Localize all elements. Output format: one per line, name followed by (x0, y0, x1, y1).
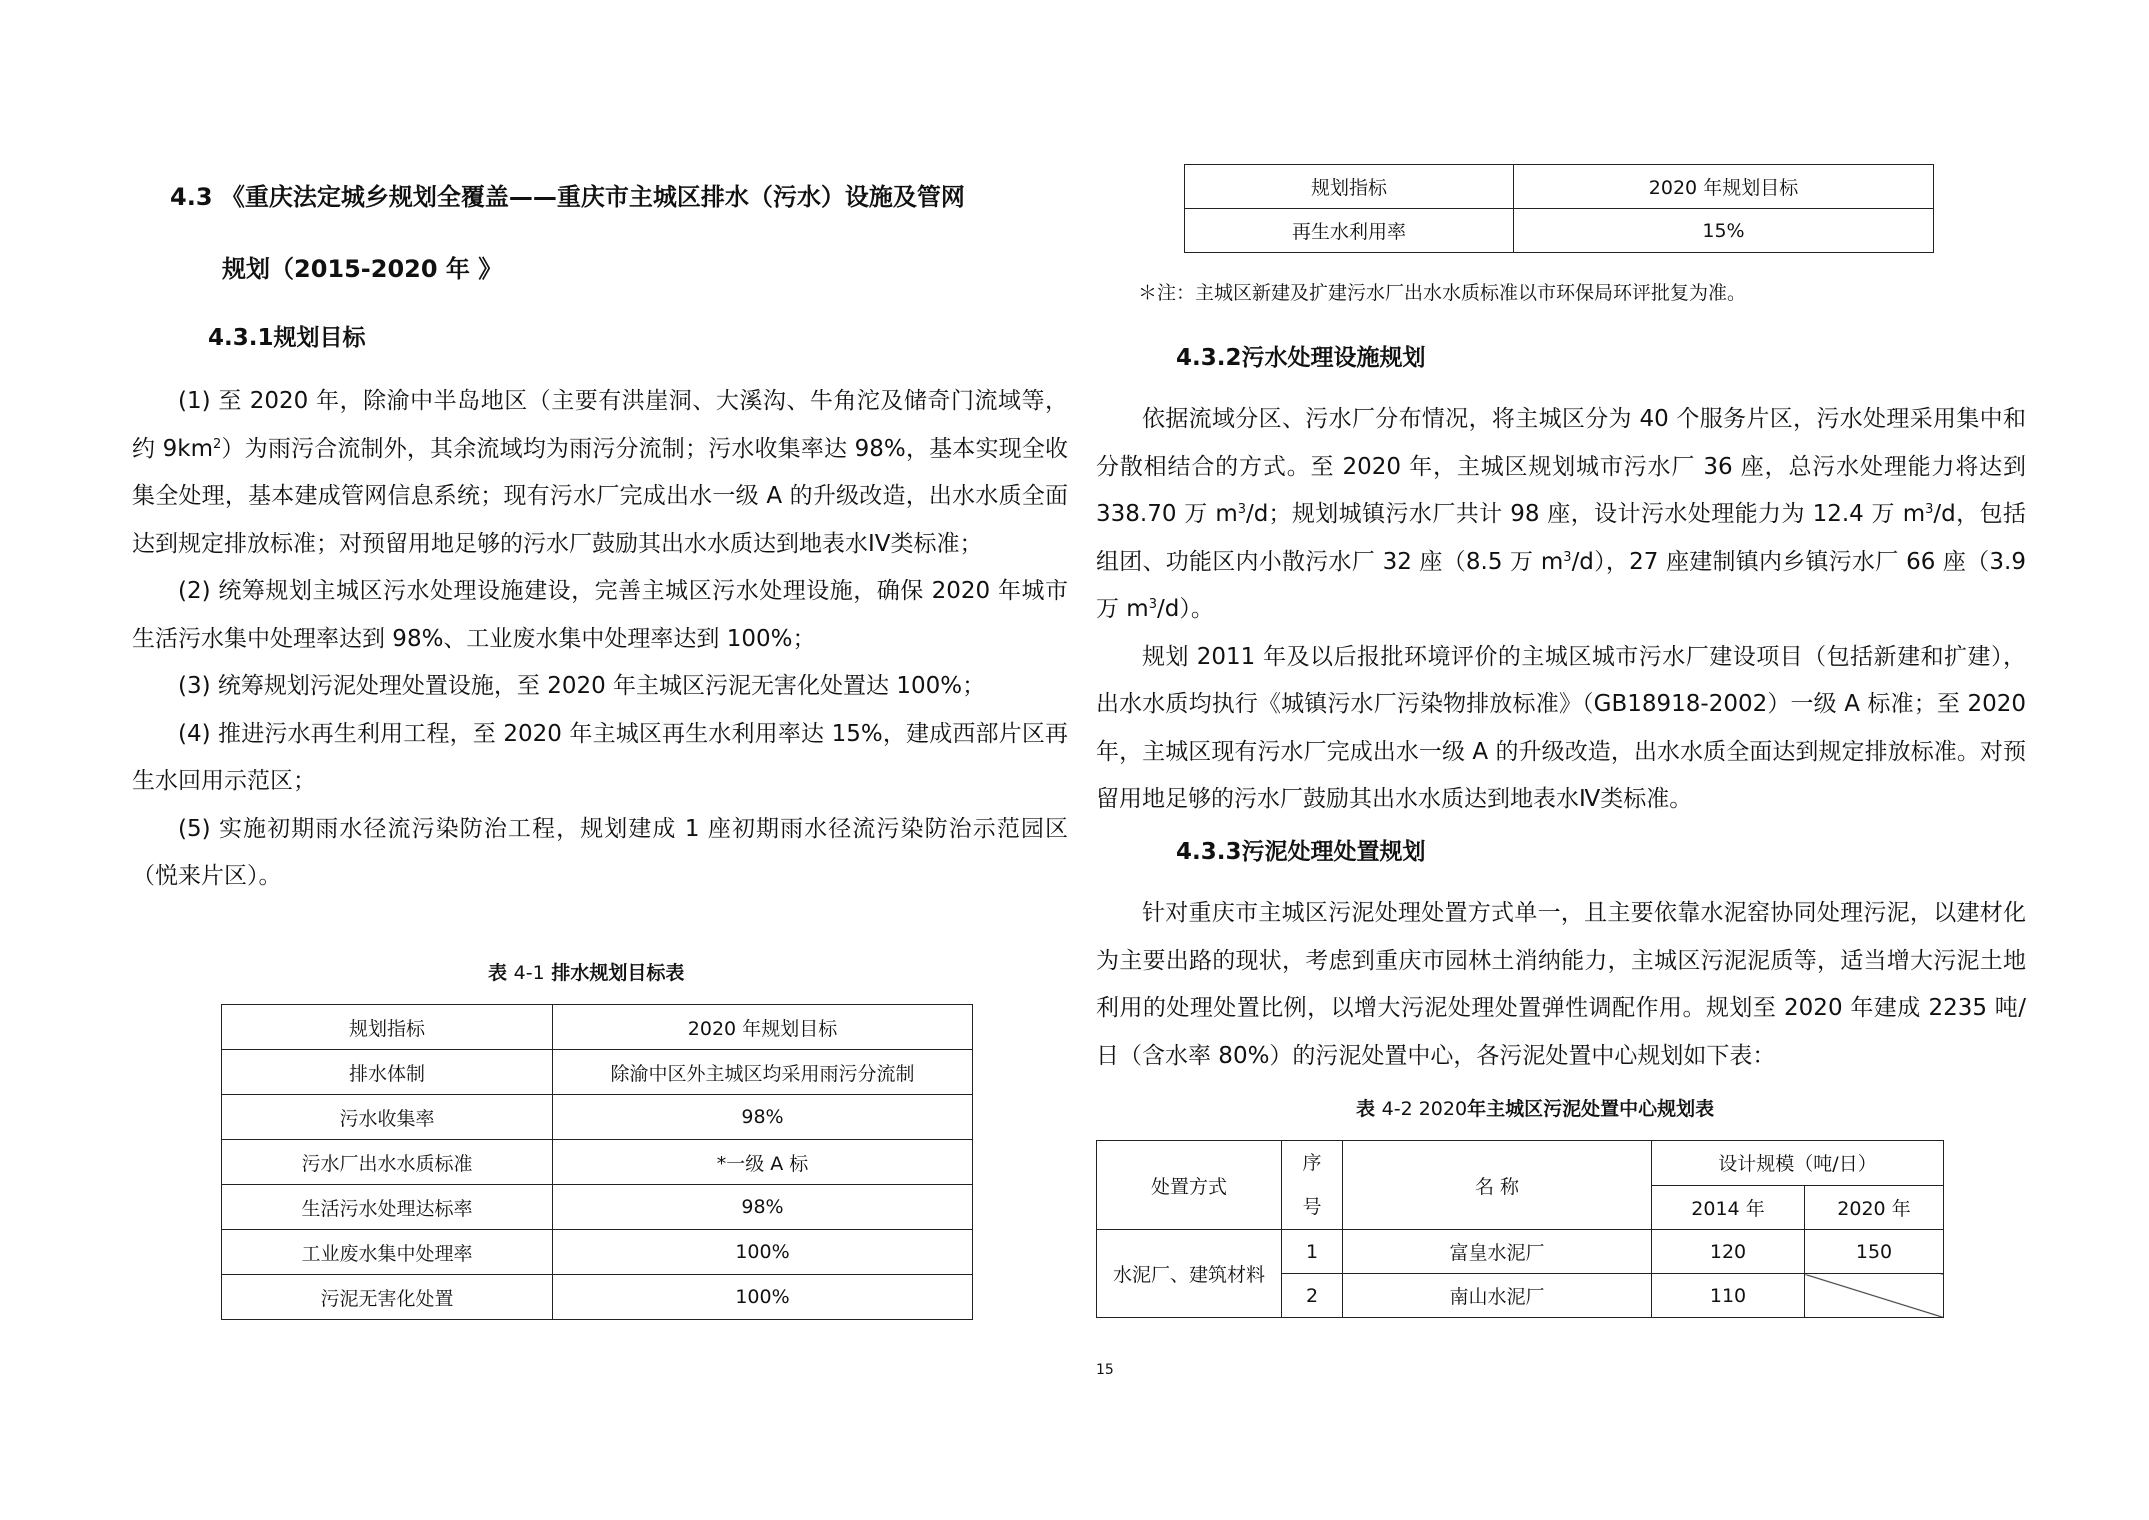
facility-paragraphs (1096, 396, 2026, 824)
goal-item-5: (5) 实施初期雨水径流污染防治工程，规划建成 1 座初期雨水径流污染防治示范园区（悦来片区）。 (132, 815, 1068, 889)
table-row (222, 1095, 973, 1140)
table-row (222, 1230, 973, 1275)
table-cell: 除渝中区外主城区均采用雨污分流制 (553, 1050, 973, 1095)
table-header-cell: 规划指标 (222, 1005, 553, 1050)
goal-item-2: (2) 统筹规划主城区污水处理设施建设，完善主城区污水处理设施，确保 2020 年城市生活污水集中处理率达到 98%、工业废水集中处理率达到 100%； (132, 578, 1068, 652)
table-cell: 富皇水泥厂 (1343, 1230, 1652, 1274)
header-2014: 2014 年 (1652, 1185, 1805, 1230)
table-4-1 (221, 1004, 973, 1320)
table-cell: 南山水泥厂 (1343, 1274, 1652, 1318)
table-row (222, 1185, 973, 1230)
facility-paragraph-2: 规划 2011 年及以后报批环境评价的主城区城市污水厂建设项目（包括新建和扩建），出水水质均执行《城镇污水厂污染物排放标准》（GB18918-2002）一级 A 标准；至 2020 年，主城区现有污水厂完成出水一级 A 的升级改造，出水水质全面达到规定排放标准。对预留用地足够的污水厂鼓励其出水水质达到地表水Ⅳ类标准。 (1096, 643, 2026, 812)
table-cell: *一级 A 标 (553, 1140, 973, 1185)
diagonal-empty-cell (1805, 1274, 1944, 1318)
subheading-4-3-3: 4.3.3污泥处理处置规划 (1176, 839, 1426, 865)
section-heading-line2: 规划（2015-2020 年 》 (222, 255, 503, 283)
header-name: 名 称 (1343, 1141, 1652, 1230)
goals-list (132, 378, 1068, 901)
table-cell: 100% (553, 1230, 973, 1275)
table-row (222, 1140, 973, 1185)
table-row (222, 1275, 973, 1320)
table-row (1185, 209, 1934, 253)
table-cell: 排水体制 (222, 1050, 553, 1095)
table-4-2-caption: 表 4-2 2020年主城区污泥处置中心规划表 (1356, 1098, 1715, 1120)
group-cell: 水泥厂、建筑材料 (1097, 1230, 1282, 1318)
table-cell: 150 (1805, 1230, 1944, 1274)
table-4-2 (1096, 1140, 1944, 1318)
goal-item-4: (4) 推进污水再生利用工程，至 2020 年主城区再生水利用率达 15%，建成西部片区再生水回用示范区； (132, 720, 1068, 794)
table-cell: 1 (1282, 1230, 1343, 1274)
subheading-4-3-1: 4.3.1规划目标 (208, 325, 366, 351)
table-header-cell: 规划指标 (1185, 165, 1514, 209)
table-cell: 120 (1652, 1230, 1805, 1274)
table-4-1-continued (1184, 164, 1934, 253)
subheading-4-3-2: 4.3.2污水处理设施规划 (1176, 345, 1426, 371)
table-cell: 15% (1514, 209, 1934, 253)
table-cell: 污泥无害化处置 (222, 1275, 553, 1320)
goal-item-1: (1) 至 2020 年，除渝中半岛地区（主要有洪崖洞、大溪沟、牛角沱及储奇门流域等，约 $9km^2$）为雨污合流制外，其余流域均为雨污分流制；污水收集率达 98%，基本实现全收集全处理，基本建成管网信息系统；现有污水厂完成出水一级 A 的升级改造，出水水质全面达到规定排放标准；对预留用地足够的污水厂鼓励其出水水质达到地表水IV类标准； (132, 388, 1069, 557)
table-row (222, 1050, 973, 1095)
table-row (1097, 1230, 1944, 1274)
facility-paragraph-1: 依据流域分区、污水厂分布情况，将主城区分为 40 个服务片区，污水处理采用集中和分散相结合的方式。至 2020 年，主城区规划城市污水厂 36 座，总污水处理能力将达到 338.70 万 $m^3/d$；规划城镇污水厂共计 98 座，设计污水处理能力为 12.4 万 $m^3/d$，包括组团、功能区内小散污水厂 32 座（8.5 万 $m^3/d$），27 座建制镇内乡镇污水厂 66 座（3.9 万 $m^3/d$）。 (1096, 406, 2026, 622)
table-cell: 污水厂出水水质标准 (222, 1140, 553, 1185)
table-cell: 98% (553, 1095, 973, 1140)
table-cell: 再生水利用率 (1185, 209, 1514, 253)
table-cell: 生活污水处理达标率 (222, 1185, 553, 1230)
table-header-cell: 2020 年规划目标 (1514, 165, 1934, 209)
table-4-1-caption: 表 4-1 排水规划目标表 (488, 962, 685, 984)
table-note: ＊注：主城区新建及扩建污水厂出水水质标准以市环保局环评批复为准。 (1138, 282, 1747, 304)
section-heading-line1: 4.3 《重庆法定城乡规划全覆盖——重庆市主城区排水（污水）设施及管网 (170, 183, 965, 211)
header-method: 处置方式 (1097, 1141, 1282, 1230)
table-cell: 污水收集率 (222, 1095, 553, 1140)
table-cell: 110 (1652, 1274, 1805, 1318)
table-cell: 2 (1282, 1274, 1343, 1318)
goal-item-3: (3) 统筹规划污泥处理处置设施，至 2020 年主城区污泥无害化处置达 100%； (178, 673, 986, 699)
table-cell: 工业废水集中处理率 (222, 1230, 553, 1275)
page-number: 15 (1096, 1362, 1114, 1378)
sludge-paragraph-text: 针对重庆市主城区污泥处理处置方式单一，且主要依靠水泥窑协同处理污泥，以建材化为主要出路的现状，考虑到重庆市园林土消纳能力，主城区污泥泥质等，适当增大污泥土地利用的处理处置比例，以增大污泥处理处置弹性调配作用。规划至 2020 年建成 2235 吨/日（含水率 80%）的污泥处置中心，各污泥处置中心规划如下表： (1096, 900, 2026, 1069)
header-scale: 设计规模（吨/日） (1652, 1141, 1944, 1186)
header-seq: 序 号 (1282, 1141, 1343, 1230)
table-header-cell: 2020 年规划目标 (553, 1005, 973, 1050)
table-cell: 98% (553, 1185, 973, 1230)
table-cell: 100% (553, 1275, 973, 1320)
header-2020: 2020 年 (1805, 1185, 1944, 1230)
sludge-paragraph (1096, 890, 2026, 1080)
